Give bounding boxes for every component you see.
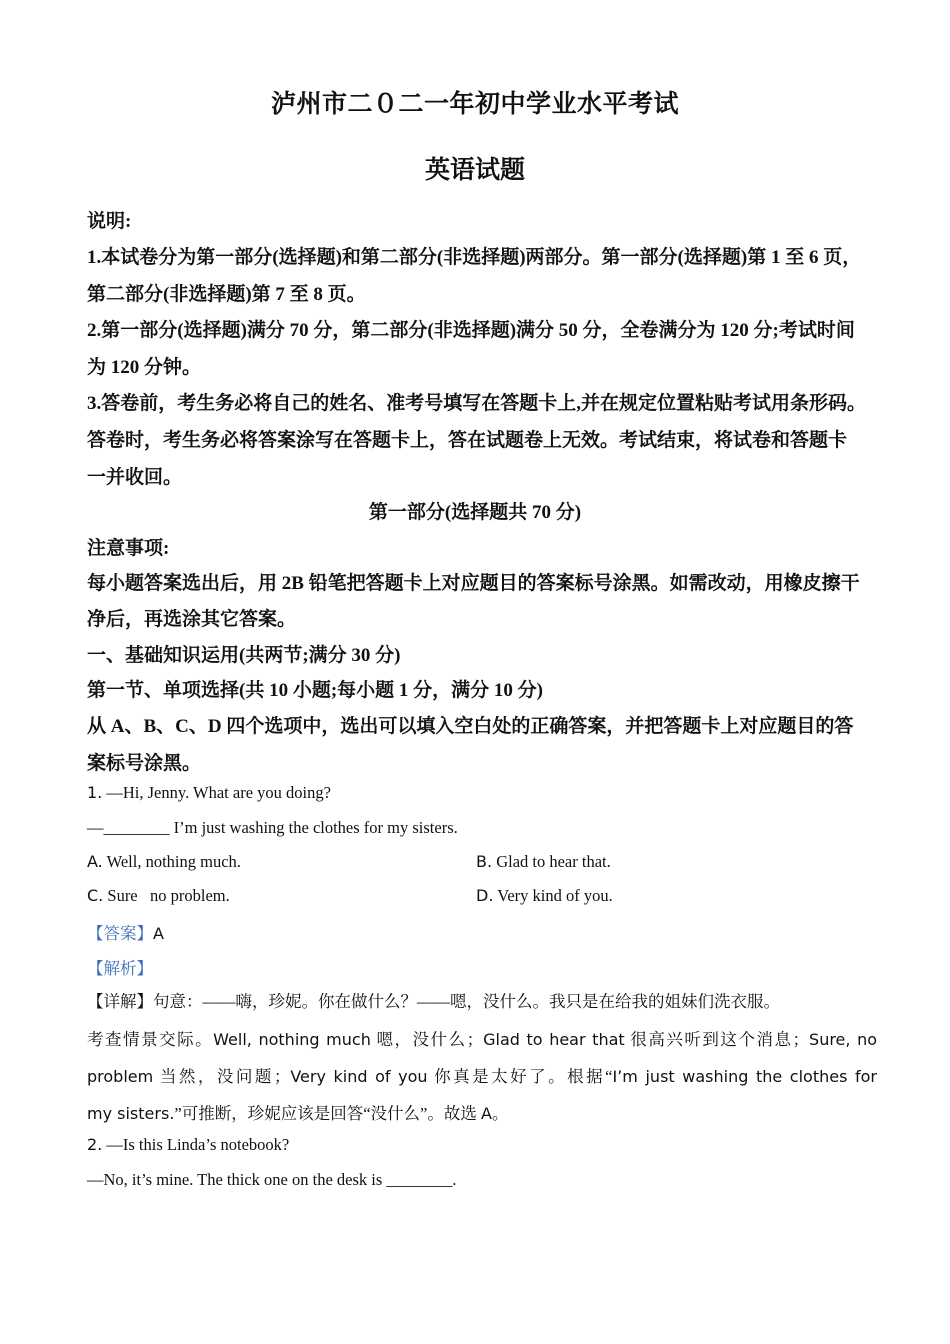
instruction-3-line-1: 3.答卷前，考生务必将自己的姓名、准考号填写在答题卡上,并在规定位置粘贴考试用条形码。	[87, 393, 867, 414]
explanation-phrase: Well, nothing much	[213, 1030, 371, 1049]
question-1-line-1: —Hi, Jenny. What are you doing?	[106, 783, 331, 802]
directions-line-2: 案标号涂黑。	[87, 753, 202, 774]
notes-label: 注意事项:	[87, 538, 170, 559]
exam-title: 泸州市二０二一年初中学业水平考试	[270, 91, 679, 118]
directions-line-1: 从 A、B、C、D 四个选项中，选出可以填入空白处的正确答案，并把答题卡上对应题目的答	[87, 716, 854, 737]
option-b	[476, 852, 876, 872]
section-heading: 一、基础知识运用(共两节;满分 30 分)	[87, 645, 401, 666]
question-1-stem	[87, 783, 877, 803]
notes-line-2: 净后，再选涂其它答案。	[87, 609, 297, 630]
answer-row	[87, 920, 877, 944]
explanation-line-1	[87, 1026, 877, 1050]
explanation-phrase: Sure, no	[809, 1030, 878, 1049]
instruction-3-line-3: 一并收回。	[87, 467, 183, 488]
option-letter: C.	[87, 886, 104, 905]
explanation-phrase: Very kind of you	[290, 1067, 428, 1086]
option-letter: D.	[476, 886, 494, 905]
instructions-label: 说明:	[87, 211, 132, 232]
instruction-3-line-2: 答卷时，考生务必将答案涂写在答题卡上，答在试题卷上无效。考试结束，将试卷和答题卡	[87, 430, 848, 451]
explanation-text: 嗯，没什么；	[370, 1030, 484, 1049]
explanation-text: 考查情景交际。	[87, 1030, 214, 1049]
question-2-line-2: —No, it’s mine. The thick one on the desk is ________.	[87, 1170, 457, 1189]
question-1-line-2: —________ I’m just washing the clothes for my sisters.	[87, 818, 458, 837]
option-d	[476, 886, 876, 906]
instruction-1-line-1: 1.本试卷分为第一部分(选择题)和第二部分(非选择题)两部分。第一部分(选择题)第 1 至 6 页，	[87, 247, 862, 268]
question-number: 2.	[87, 1135, 103, 1154]
notes-line-1: 每小题答案选出后，用 2B 铅笔把答题卡上对应题目的答案标号涂黑。如需改动，用橡皮擦干	[87, 573, 860, 594]
instruction-2-line-2: 为 120 分钟。	[87, 357, 202, 378]
part1-heading: 第一部分(选择题共 70 分)	[368, 502, 582, 523]
subsection-heading: 第一节、单项选择(共 10 小题;每小题 1 分，满分 10 分)	[87, 680, 543, 701]
option-text: Sure no problem.	[107, 886, 230, 905]
exam-subtitle: 英语试题	[424, 157, 525, 184]
option-letter: A.	[87, 852, 103, 871]
explanation-line-3	[87, 1100, 877, 1124]
answer-value: A	[153, 924, 164, 943]
instruction-2-line-1: 2.第一部分(选择题)满分 70 分，第二部分(非选择题)满分 50 分，全卷满分为 120 分;考试时间	[87, 320, 855, 341]
explanation-text: 当然，没问题；	[153, 1067, 291, 1086]
answer-label: 【答案】	[87, 924, 153, 943]
explanation-text: 你真是太好了。根据“	[427, 1067, 613, 1086]
option-text: Well, nothing much.	[106, 852, 241, 871]
analysis-label: 【解析】	[87, 959, 153, 978]
explanation-text: 很高兴听到这个消息；	[624, 1030, 810, 1049]
question-2-line-1: —Is this Linda’s notebook?	[106, 1135, 290, 1154]
option-a	[87, 852, 467, 872]
explanation-phrase: my sisters.	[87, 1104, 175, 1123]
option-text: Glad to hear that.	[496, 852, 611, 871]
explanation-phrase: problem	[87, 1067, 154, 1086]
question-number: 1.	[87, 783, 103, 802]
explanation-text: 。	[491, 1104, 509, 1123]
option-letter: B.	[476, 852, 493, 871]
instruction-1-line-2: 第二部分(非选择题)第 7 至 8 页。	[87, 284, 366, 305]
explanation-phrase: I’m just washing the clothes for	[612, 1067, 878, 1086]
explanation-phrase: Glad to hear that	[483, 1030, 625, 1049]
option-c	[87, 886, 467, 906]
option-text: Very kind of you.	[497, 886, 613, 905]
explanation-text: ”可推断，珍妮应该是回答“没什么”。故选	[174, 1104, 481, 1123]
explanation-phrase: A	[480, 1104, 492, 1123]
explanation-line-2	[87, 1063, 877, 1087]
detail-line: 【详解】句意：——嗨，珍妮。你在做什么？——嗯，没什么。我只是在给我的姐妹们洗衣服。	[87, 992, 780, 1011]
question-2-stem	[87, 1135, 877, 1155]
